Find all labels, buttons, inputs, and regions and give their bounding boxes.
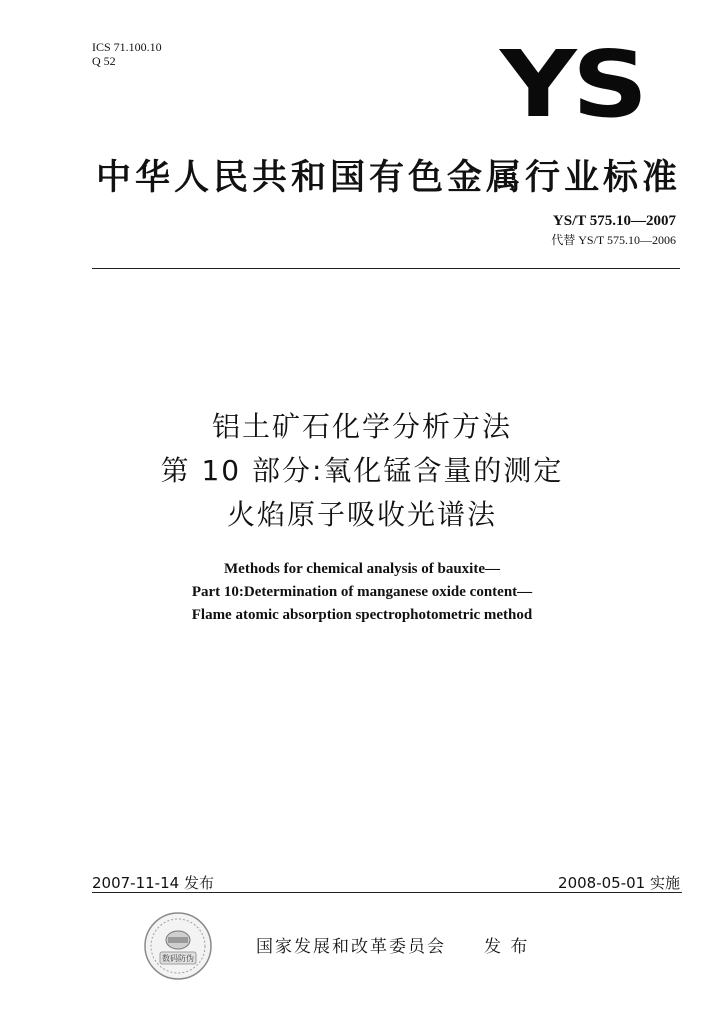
industry-standard-title: 中华人民共和国有色金属行业标准 [96, 158, 682, 198]
seal-label: 数码防伪 [162, 954, 194, 963]
cn-title-line3: 火焰原子吸收光谱法 [226, 498, 497, 531]
ys-logo: YS [500, 31, 644, 138]
cn-title-line1: 铝土矿石化学分析方法 [211, 410, 512, 443]
header-divider [92, 268, 680, 269]
ccs-code: Q 52 [92, 54, 116, 68]
replaces-standard: 代替 YS/T 575.10—2006 [551, 233, 676, 247]
cn-title-line2: 第 10 部分:氧化锰含量的测定 [160, 454, 564, 487]
en-title-line3: Flame atomic absorption spectrophotometric method [191, 607, 533, 623]
en-title-line1: Methods for chemical analysis of bauxite— [224, 561, 500, 577]
footer-divider [92, 892, 682, 893]
anti-counterfeit-seal-icon [142, 910, 214, 982]
implementation-date: 2008-05-01 实施 [558, 874, 680, 892]
ics-code: ICS 71.100.10 [92, 40, 162, 54]
issuing-authority: 国家发展和改革委员会 发 布 [256, 937, 530, 957]
classification-codes [92, 40, 162, 68]
english-title-block [0, 558, 724, 627]
standard-number: YS/T 575.10—2007 [552, 213, 676, 229]
issue-date: 2007-11-14 发布 [92, 874, 214, 892]
chinese-title-block [0, 405, 724, 537]
en-title-line2: Part 10:Determination of manganese oxide content— [191, 584, 533, 600]
